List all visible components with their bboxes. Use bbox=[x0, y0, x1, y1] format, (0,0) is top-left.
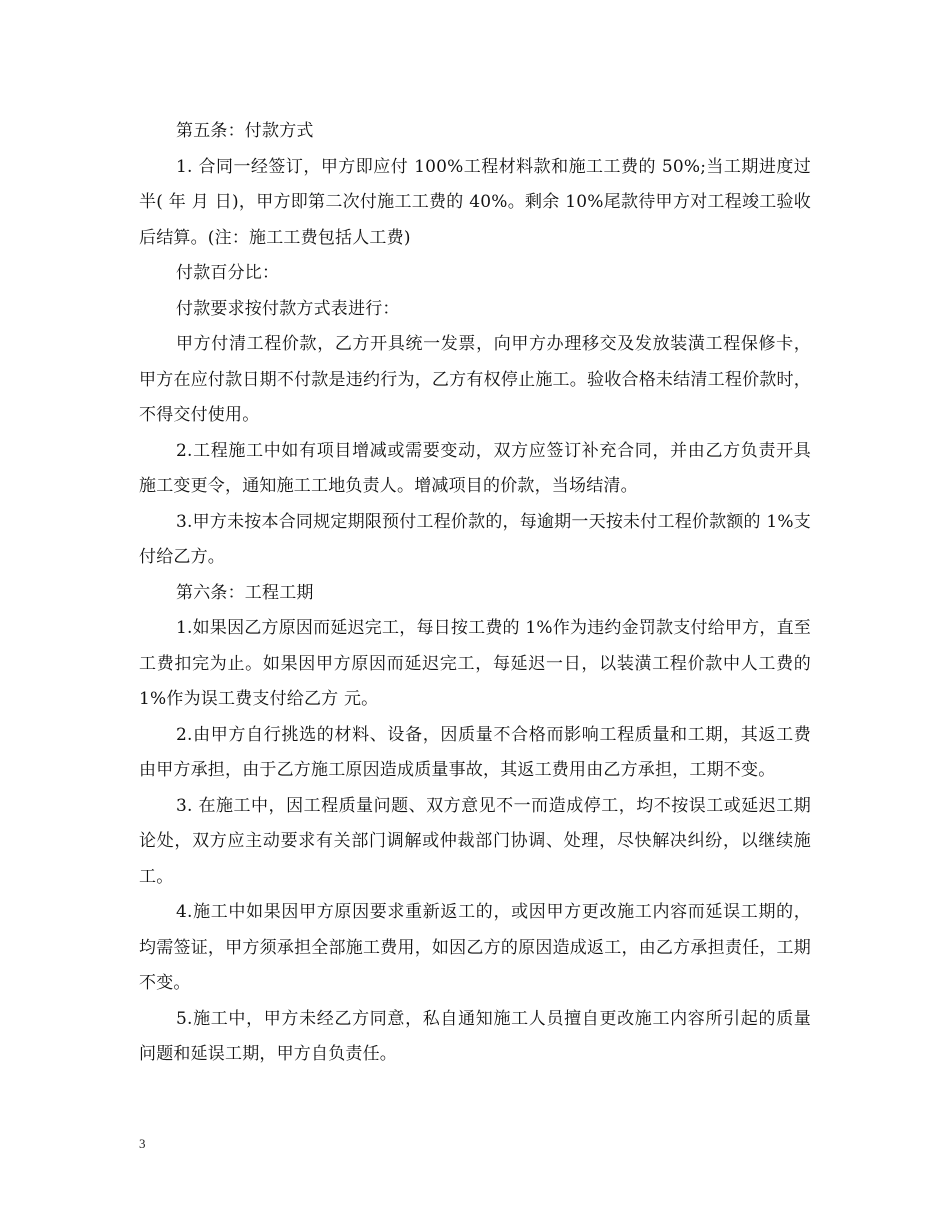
payment-percentage-label: 付款百分比： bbox=[176, 263, 280, 283]
schedule-clause-3: 3. 在施工中，因工程质量问题、双方意见不一而造成停工，均不按误工或延迟工期论处，双方应主动要求有关部门调解或仲裁部门协调、处理，尽快解决纠纷，以继续施工。 bbox=[139, 795, 811, 887]
section-heading-payment: 第五条：付款方式 bbox=[176, 121, 314, 141]
schedule-clause-2: 2.由甲方自行挑选的材料、设备，因质量不合格而影响工程质量和工期，其返工费由甲方承担，由于乙方施工原因造成质量事故，其返工费用由乙方承担，工期不变。 bbox=[139, 724, 811, 780]
page-number: 3 bbox=[139, 1136, 146, 1151]
payment-clause-1: 1. 合同一经签订，甲方即应付 100%工程材料款和施工工费的 50%;当工期进度过半( 年 月 日)，甲方即第二次付施工工费的 40%。剩余 10%尾款待甲方对工程竣工验收后结算。(注：施工工费包括人工费) bbox=[139, 156, 811, 248]
payment-settlement-text: 甲方付清工程价款，乙方开具统一发票，向甲方办理移交及发放装潢工程保修卡，甲方在应付款日期不付款是违约行为，乙方有权停止施工。验收合格未结清工程价款时，不得交付使用。 bbox=[139, 334, 811, 425]
document-body bbox=[139, 114, 817, 1073]
schedule-clause-5: 5.施工中，甲方未经乙方同意，私自通知施工人员擅自更改施工内容所引起的质量问题和延误工期，甲方自负责任。 bbox=[139, 1008, 811, 1064]
payment-clause-3: 3.甲方未按本合同规定期限预付工程价款的，每逾期一天按未付工程价款额的 1%支付给乙方。 bbox=[139, 511, 811, 567]
payment-clause-2: 2.工程施工中如有项目增减或需要变动，双方应签订补充合同，并由乙方负责开具施工变更令，通知施工工地负责人。增减项目的价款，当场结清。 bbox=[139, 440, 811, 496]
section-heading-schedule: 第六条：工程工期 bbox=[176, 582, 314, 603]
schedule-clause-4: 4.施工中如果因甲方原因要求重新返工的，或因甲方更改施工内容而延误工期的，均需签证，甲方须承担全部施工费用，如因乙方的原因造成返工，由乙方承担责任，工期不变。 bbox=[139, 902, 811, 993]
schedule-clause-1: 1.如果因乙方原因而延迟完工，每日按工费的 1%作为违约金罚款支付给甲方，直至工费扣完为止。如果因甲方原因而延迟完工，每延迟一日，以装潢工程价款中人工费的 1%作为误工费支付给乙方 元。 bbox=[139, 618, 817, 709]
payment-requirement-text: 付款要求按付款方式表进行： bbox=[176, 298, 400, 319]
